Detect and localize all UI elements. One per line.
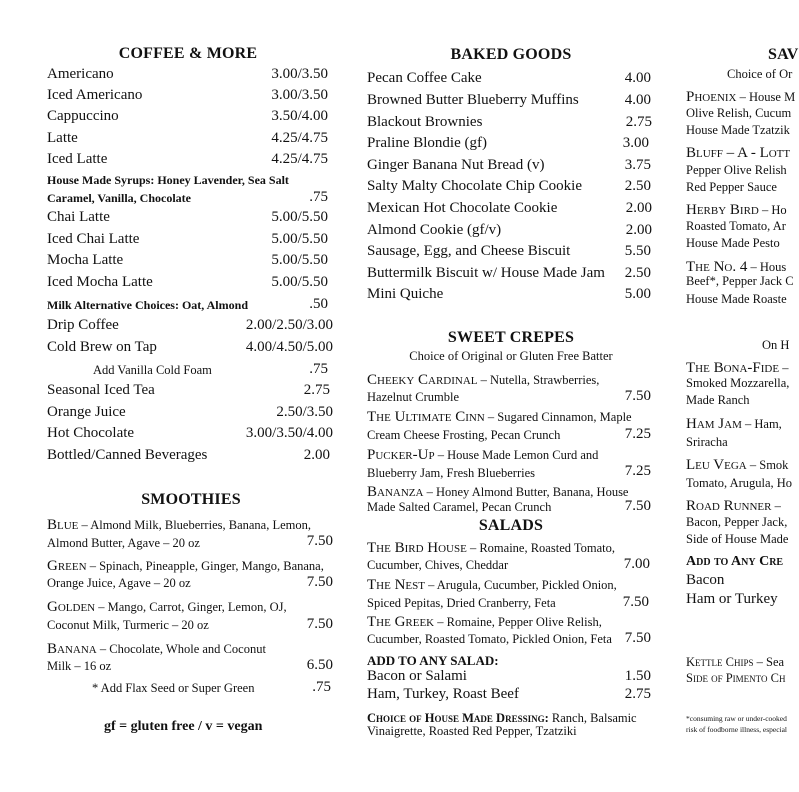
dash: –	[484, 410, 498, 424]
savory-name: The Bona-Fide	[686, 360, 780, 376]
menu-price: 2.75	[624, 686, 651, 702]
smoothie-desc: Coconut Milk, Turmeric – 20 oz	[47, 618, 209, 632]
savory-title: SAV	[768, 46, 799, 63]
smoothie-desc: Almond Butter, Agave – 20 oz	[47, 536, 200, 550]
smoothie-name: Banana	[47, 641, 97, 657]
savory-desc: House Made Roaste	[686, 292, 787, 306]
menu-item: Iced Chai Latte	[47, 231, 140, 247]
menu-item: Drip Coffee	[47, 317, 119, 333]
menu-price: .75	[309, 361, 328, 377]
menu-item: Blackout Brownies	[367, 114, 483, 130]
menu-price: 3.00/3.50	[271, 87, 328, 103]
smoothie-desc: Spinach, Pineapple, Ginger, Mango, Banana,	[99, 559, 324, 573]
menu-item: Iced Mocha Latte	[47, 274, 153, 290]
menu-price: 2.00/2.50/3.00	[245, 317, 333, 333]
menu-price: 6.50	[306, 657, 333, 673]
dash: –	[86, 559, 100, 573]
savory-subtitle: Choice of Or	[727, 67, 793, 81]
menu-price: 5.00	[624, 286, 651, 302]
smoothie-desc: Orange Juice, Agave – 20 oz	[47, 576, 191, 590]
savory-desc: Red Pepper Sauce	[686, 180, 777, 194]
crepe-name: Cheeky Cardinal	[367, 372, 478, 388]
menu-item: Mini Quiche	[367, 286, 444, 302]
crepe-desc: Hazelnut Crumble	[367, 390, 459, 404]
dash: –	[424, 578, 437, 592]
dash: –	[741, 417, 755, 431]
menu-price: 7.25	[624, 426, 651, 442]
savory-item	[686, 144, 790, 162]
menu-item: Orange Juice	[47, 404, 126, 420]
crepes-title: SWEET CREPES	[447, 329, 575, 346]
menu-price: 2.50	[624, 265, 651, 281]
dressing-label: Choice of House Made Dressing:	[367, 711, 549, 725]
fine-print: risk of foodborne illness, especial	[686, 725, 788, 734]
menu-item: Ham, Turkey, Roast Beef	[367, 686, 519, 702]
smoothie-name: Blue	[47, 517, 79, 533]
savory-desc: Side of House Made	[686, 532, 789, 546]
menu-item: Bottled/Canned Beverages	[47, 447, 208, 463]
smoothie-desc: Mango, Carrot, Ginger, Lemon, OJ,	[107, 600, 287, 614]
savory-desc: Olive Relish, Cucum	[686, 106, 792, 120]
savory-name: Ham Jam	[686, 416, 742, 432]
menu-item: Sausage, Egg, and Cheese Biscuit	[367, 243, 571, 259]
menu-price: 7.50	[624, 498, 651, 514]
kettle-desc: – Sea	[753, 655, 785, 669]
on-h-subtitle: On H	[762, 338, 790, 352]
savory-desc: House M	[749, 90, 796, 104]
menu-item: Iced Latte	[47, 151, 108, 167]
menu-item: Ginger Banana Nut Bread (v)	[367, 157, 545, 173]
menu-price: 7.50	[306, 574, 333, 590]
syrups-line: House Made Syrups: Honey Lavender, Sea Salt	[47, 173, 289, 187]
pimento-side: Side of Pimento Ch	[686, 671, 786, 685]
dash: –	[434, 448, 448, 462]
dressing-options: Ranch, Balsamic	[548, 711, 637, 725]
menu-price: 3.00/3.50/4.00	[245, 425, 333, 441]
menu-price: .75	[309, 189, 328, 205]
menu-price: .75	[312, 679, 331, 695]
menu-item: Seasonal Iced Tea	[47, 382, 155, 398]
fine-print: *consuming raw or under-cooked	[686, 714, 787, 723]
menu-item: Hot Chocolate	[47, 425, 135, 441]
salad-desc: Cucumber, Chives, Cheddar	[367, 558, 509, 572]
salad-desc: Cucumber, Roasted Tomato, Pickled Onion, Feta	[367, 632, 612, 646]
savory-desc: Sriracha	[686, 435, 728, 449]
crepe-desc: Honey Almond Butter, Banana, House	[435, 485, 629, 499]
smoothie-item	[47, 557, 324, 575]
menu-price: 4.25/4.75	[271, 151, 328, 167]
vanilla-foam: Add Vanilla Cold Foam	[93, 363, 212, 377]
savory-item	[686, 359, 788, 377]
savory-name: Leu Vega	[686, 457, 747, 473]
savory-desc: Hous	[759, 260, 787, 274]
menu-price: 3.00/3.50	[271, 66, 328, 82]
dash: –	[96, 642, 110, 656]
baked-title: BAKED GOODS	[450, 46, 572, 63]
dash: –	[95, 600, 108, 614]
menu-price: 2.75	[625, 114, 652, 130]
menu-price: 5.00/5.50	[271, 231, 328, 247]
savory-desc: Smok	[759, 458, 789, 472]
menu-price: 1.50	[624, 668, 651, 684]
salads-title: SALADS	[478, 517, 544, 534]
menu-price: 7.50	[306, 616, 333, 632]
savory-desc: Tomato, Arugula, Ho	[686, 476, 793, 490]
menu-price: 7.00	[623, 556, 650, 572]
kettle-chips	[686, 653, 784, 671]
smoothie-addon: * Add Flax Seed or Super Green	[92, 681, 255, 695]
menu-price: 7.25	[624, 463, 651, 479]
smoothie-name: Green	[47, 558, 87, 574]
menu-price: 5.50	[624, 243, 651, 259]
menu-item: Mocha Latte	[47, 252, 124, 268]
menu-price: 4.00	[624, 70, 651, 86]
menu-item: Ham or Turkey	[686, 591, 778, 607]
dash: –	[771, 499, 781, 513]
salad-desc: Arugula, Cucumber, Pickled Onion,	[436, 578, 617, 592]
savory-name: The No. 4	[686, 259, 748, 275]
salad-desc: Spiced Pepitas, Dried Cranberry, Feta	[367, 596, 556, 610]
dash: –	[477, 373, 491, 387]
crepe-desc: Nutella, Strawberries,	[490, 373, 600, 387]
salad-item	[367, 613, 602, 631]
dash: –	[466, 541, 480, 555]
menu-price: 4.25/4.75	[271, 130, 328, 146]
milk-alternatives: Milk Alternative Choices: Oat, Almond	[47, 298, 248, 312]
dash: –	[779, 361, 789, 375]
menu-price: 7.50	[306, 533, 333, 549]
dash: –	[758, 203, 772, 217]
menu-price: 3.75	[624, 157, 651, 173]
diet-legend: gf = gluten free / v = vegan	[104, 719, 263, 734]
dash: –	[746, 458, 760, 472]
crepe-name: Bananza	[367, 484, 424, 500]
menu-item: Salty Malty Chocolate Chip Cookie	[367, 178, 582, 194]
menu-price: 2.75	[303, 382, 330, 398]
dash: –	[423, 485, 436, 499]
menu-price: 2.00	[625, 222, 652, 238]
menu-price: 7.50	[624, 630, 651, 646]
crepe-desc: House Made Lemon Curd and	[447, 448, 599, 462]
savory-name: Herby Bird	[686, 202, 759, 218]
savory-desc: House Made Pesto	[686, 236, 780, 250]
crepe-desc: Cream Cheese Frosting, Pecan Crunch	[367, 428, 561, 442]
savory-desc: Ho	[771, 203, 787, 217]
savory-desc: Made Ranch	[686, 393, 750, 407]
salad-desc: Romaine, Pepper Olive Relish,	[446, 615, 602, 629]
crepes-subtitle: Choice of Original or Gluten Free Batter	[409, 349, 613, 363]
dash: –	[434, 615, 447, 629]
smoothies-title: SMOOTHIES	[141, 491, 241, 508]
menu-item: Mexican Hot Chocolate Cookie	[367, 200, 558, 216]
savory-item	[686, 88, 795, 106]
salad-name: The Bird House	[367, 540, 467, 556]
salad-item	[367, 576, 617, 594]
menu-price: 5.00/5.50	[271, 274, 328, 290]
menu-price: 3.50/4.00	[271, 108, 328, 124]
salad-name: The Nest	[367, 577, 425, 593]
crepe-item	[367, 483, 628, 501]
menu-item: Bacon or Salami	[367, 668, 467, 684]
dressing-options: Vinaigrette, Roasted Red Pepper, Tzatziki	[367, 724, 577, 738]
crepe-item	[367, 446, 598, 464]
savory-name: Phoenix	[686, 89, 737, 105]
menu-price: 7.50	[624, 388, 651, 404]
menu-item: Latte	[47, 130, 78, 146]
menu-item: Pecan Coffee Cake	[367, 70, 482, 86]
smoothie-desc: Chocolate, Whole and Coconut	[109, 642, 266, 656]
crepe-item	[367, 408, 632, 426]
savory-item	[686, 456, 788, 474]
menu-item: Cappuccino	[47, 108, 119, 124]
savory-name: Bluff – A - Lott	[686, 145, 791, 161]
menu-price: 2.00	[625, 200, 652, 216]
savory-desc: Bacon, Pepper Jack,	[686, 515, 788, 529]
kettle-name: Kettle Chips	[686, 655, 754, 669]
add-to-salad-title: ADD TO ANY SALAD:	[367, 653, 499, 668]
menu-item: Browned Butter Blueberry Muffins	[367, 92, 579, 108]
menu-item: Almond Cookie (gf/v)	[367, 222, 502, 238]
dash: –	[736, 90, 749, 104]
salad-name: The Greek	[367, 614, 435, 630]
menu-item: Americano	[47, 66, 114, 82]
menu-price: 4.00/4.50/5.00	[245, 339, 333, 355]
savory-item	[686, 201, 787, 219]
savory-desc: House Made Tzatzik	[686, 123, 790, 137]
smoothie-item	[47, 598, 287, 616]
menu-price: 4.00	[624, 92, 651, 108]
savory-desc: Roasted Tomato, Ar	[686, 219, 786, 233]
smoothie-name: Golden	[47, 599, 96, 615]
crepe-desc: Sugared Cinnamon, Maple	[497, 410, 632, 424]
smoothie-item	[47, 516, 311, 534]
smoothie-desc: Milk – 16 oz	[47, 659, 112, 673]
salad-desc: Romaine, Roasted Tomato,	[479, 541, 616, 555]
menu-price: 5.00/5.50	[271, 209, 328, 225]
savory-desc: Smoked Mozzarella,	[686, 376, 790, 390]
salad-item	[367, 539, 615, 557]
savory-item	[686, 497, 781, 515]
smoothie-item	[47, 640, 266, 658]
menu-price: 7.50	[622, 594, 649, 610]
savory-item	[686, 415, 782, 433]
savory-name: Road Runner	[686, 498, 772, 514]
smoothie-desc: Almond Milk, Blueberries, Banana, Lemon,	[90, 518, 311, 532]
dash: –	[747, 260, 760, 274]
syrups-line: Caramel, Vanilla, Chocolate	[47, 191, 191, 205]
savory-desc: Beef*, Pepper Jack C	[686, 274, 794, 288]
crepe-desc: Made Salted Caramel, Pecan Crunch	[367, 500, 552, 514]
menu-item: Cold Brew on Tap	[47, 339, 157, 355]
menu-price: .50	[309, 296, 328, 312]
menu-price: 2.50	[624, 178, 651, 194]
menu-price: 3.00	[622, 135, 649, 151]
coffee-title: COFFEE & MORE	[118, 45, 258, 62]
savory-desc: Ham,	[754, 417, 782, 431]
menu-item: Bacon	[686, 572, 725, 588]
menu-item: Iced Americano	[47, 87, 143, 103]
add-to-crepe-title: Add to Any Cre	[686, 554, 784, 569]
crepe-name: Pucker-Up	[367, 447, 435, 463]
dash: –	[78, 518, 91, 532]
crepe-desc: Blueberry Jam, Fresh Blueberries	[367, 466, 536, 480]
menu-price: 5.00/5.50	[271, 252, 328, 268]
crepe-item	[367, 371, 599, 389]
menu-item: Praline Blondie (gf)	[367, 135, 487, 151]
menu-price: 2.00	[303, 447, 330, 463]
menu-item: Chai Latte	[47, 209, 110, 225]
crepe-name: The Ultimate Cinn	[367, 409, 485, 425]
menu-price: 2.50/3.50	[276, 404, 333, 420]
savory-desc: Pepper Olive Relish	[686, 163, 787, 177]
menu-item: Buttermilk Biscuit w/ House Made Jam	[367, 265, 605, 281]
